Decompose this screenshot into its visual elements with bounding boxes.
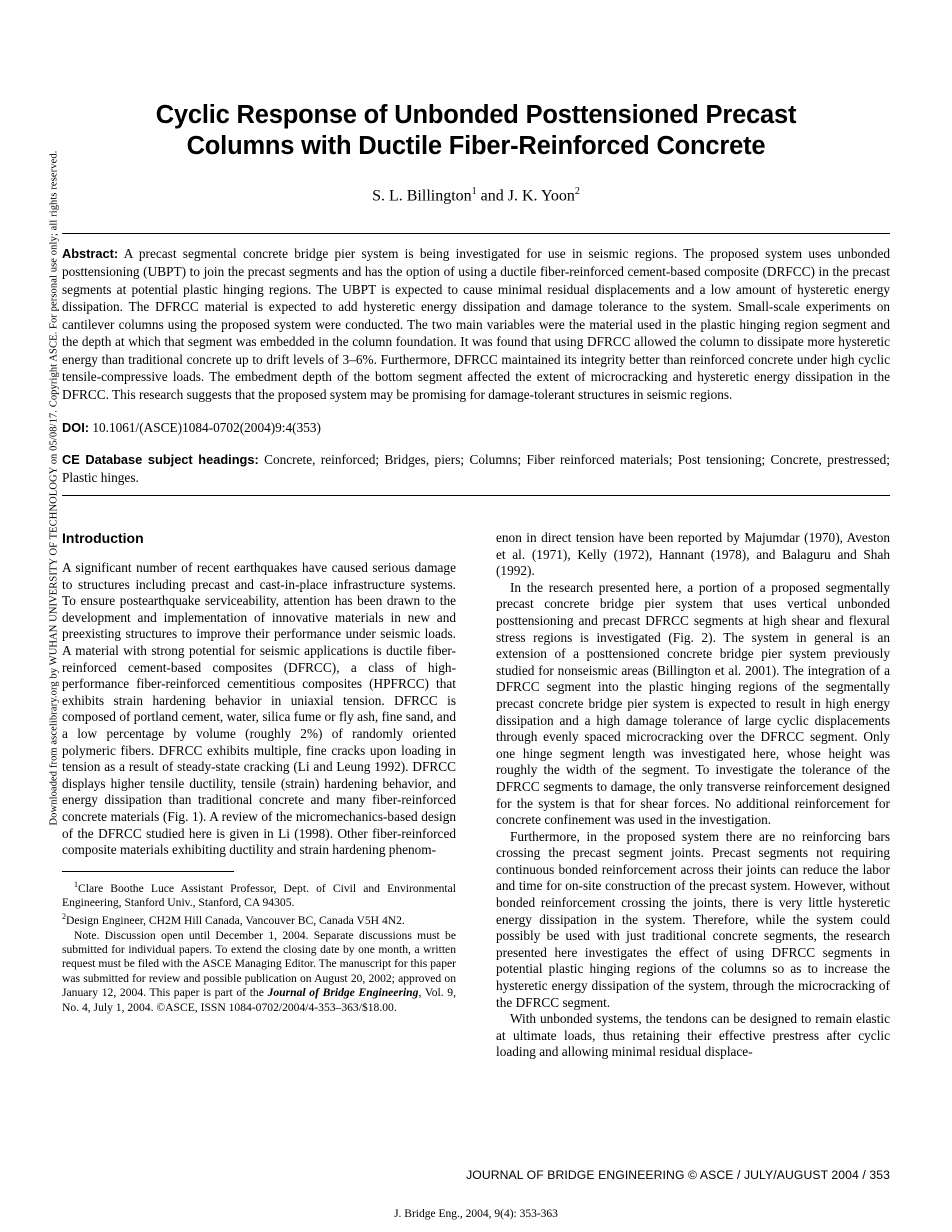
copyright-sidebar-note: Downloaded from ascelibrary.org by WUHAN UNIVERSITY OF TECHNOLOGY on 05/08/17. Copyright ASCE. For personal use only; all rights reserved. — [48, 150, 60, 826]
abstract-bottom-rule — [62, 495, 890, 496]
two-column-body — [62, 530, 890, 1220]
publication-note — [62, 929, 456, 1015]
journal-name: Journal of Bridge Engineering — [267, 986, 419, 1000]
author-line — [62, 162, 890, 205]
footnote-1 — [62, 878, 456, 911]
author-1: S. L. Billington — [372, 187, 472, 205]
footnote-1-text: Clare Boothe Luce Assistant Professor, Dept. of Civil and Environmental Engineering, Stanford Univ., Stanford, CA 94305. — [62, 881, 456, 909]
abstract-text: A precast segmental concrete bridge pier system is being investigated for use in seismic regions. The proposed system uses unbonded posttensioning (UBPT) to join the precast segments and has the option of using a ductile fiber-reinforced cement-based composite (DRFCC) in the precast segments at potential plastic hinging regions. The UBPT is expected to cause minimal residual displacements and a low amount of hysteretic energy dissipation. The DFRCC material is expected to add hysteretic energy dissipation and damage tolerance to the system. Small-scale experiments on cantilever columns using the proposed system were conducted. The two main variables were the material used in the plastic hinging region segment and the depth at which that segment was embedded in the column foundation. It was found that using DFRCC allowed the column to dissipate more hysteretic energy than traditional concrete up to drift levels of 3–6%. Furthermore, DFRCC maintained its integrity better than reinforced concrete under high cyclic tensile-compressive loads. The embedment depth of the bottom segment affected the extent of microcracking and hysteretic energy dissipation in the DFRCC. This research suggests that the proposed system may be promising for damage-tolerant structures in seismic regions. — [62, 246, 891, 403]
page-title — [62, 0, 890, 162]
publication-note-part-1: Note. Discussion open until December 1, 2004. Separate discussions must be submitted for individual papers. To extend the closing date by one month, a written request must be filed with the ASCE Managing Editor. The manuscript for this paper was submitted for review and possible publication on August 20, 2002; approved on January 12, 2004. This paper is part of the — [62, 928, 456, 1000]
footnote-2 — [62, 910, 456, 928]
abstract — [62, 234, 890, 403]
paragraph-right-4: With unbonded systems, the tendons can be designed to remain elastic at ultimate loads, thus retaining their effective prestress after cyclic loading and allowing minimal residual displace- — [496, 1011, 890, 1060]
publication-note-part-2: , Vol. 9, No. 4, July 1, 2004. ©ASCE, ISSN 1084-0702/2004/4-353–363/$18.00. — [62, 986, 456, 1014]
author-2-footnote-marker: 2 — [574, 186, 580, 197]
footnotes — [62, 872, 456, 1015]
keywords-label: CE Database subject headings: — [62, 452, 259, 468]
paragraph-intro-1: A significant number of recent earthquakes have caused serious damage to structures including precast and cast-in-place infrastructure systems. To ensure postearthquake serviceability, attention has been drawn to the development and implementation of innovative materials in new and preexisting structures to improve their performance under seismic loads. A material with strong potential for seismic applications is ductile fiber-reinforced cement-based composites (DFRCC), a class of high-performance fiber-reinforced cementitious composites (HPFRCC) that exhibits strain hardening behavior in uniaxial tension. DFRCC is composed of portland cement, water, silica fume or fly ash, fine sand, and a low percentage by volume (roughly 2%) of randomly oriented polymeric fibers. DFRCC exhibits multiple, fine cracks upon loading in tension as a result of steady-state cracking (Li and Leung 1992). DFRCC displays higher tensile ductility, tensile (strain) hardening behavior, and energy dissipation than traditional concrete and many fiber-reinforced concrete materials (Fig. 1). A review of the micromechanics-based design of the DFRCC studied here is given in Li (1998). Other fiber-reinforced composite materials exhibiting ductility and strain hardening phenom- — [62, 560, 456, 858]
doi-label: DOI: — [62, 419, 90, 435]
abstract-label: Abstract: — [62, 246, 119, 262]
doi-value[interactable]: 10.1061/(ASCE)1084-0702(2004)9:4(353) — [92, 419, 321, 435]
paragraph-right-1: enon in direct tension have been reported by Majumdar (1970), Aveston et al. (1971), Kelly (1972), Hannant (1978), and Balaguru and Shah (1992). — [496, 530, 890, 579]
title-line-1: Cyclic Response of Unbonded Posttensioned Precast — [155, 101, 797, 129]
article-content — [62, 0, 890, 1232]
footnote-2-text: Design Engineer, CH2M Hill Canada, Vancouver BC, Canada V5H 4N2. — [66, 914, 405, 928]
author-conjunction: and J. K. Yoon — [476, 187, 575, 205]
paragraph-right-3: Furthermore, in the proposed system there are no reinforcing bars crossing the precast segment joints. Precast segments not requiring continuous bonded reinforcement across their joints can reduce the labor and time for on-site construction of the precast system. However, without bonded reinforcement crossing the joints, there is very little hysteretic energy dissipation in the system. Therefore, while the system could possibly be used with just traditional concrete segments, the research presented here investigates the effect of using DFRCC segments in potential plastic hinging regions of the columns so as to increase the hysteretic energy dissipation of the system, through the microcracking of the DFRCC segment. — [496, 828, 890, 1010]
author-1-footnote-marker: 1 — [471, 186, 477, 197]
keywords-value: Concrete, reinforced; Bridges, piers; Columns; Fiber reinforced materials; Post tensioning; Concrete, prestressed; Plastic hinges. — [62, 452, 890, 485]
footnote-1-marker: 1 — [74, 879, 78, 889]
doi-line — [62, 404, 890, 437]
title-line-2: Columns with Ductile Fiber-Reinforced Concrete — [186, 132, 766, 160]
paragraph-right-2: In the research presented here, a portion of a proposed segmentally precast concrete bridge pier system that uses vertical unbonded posttensioning and precast DFRCC segments at high shear and flexural stress regions is investigated (Fig. 2). The system in general is an extension of a posttensioned concrete bridge pier system previously studied for nonseismic areas (Billington et al. 2001). The integration of a DFRCC segment into the plastic hinging regions of the segmentally precast concrete bridge pier system is expected to result in high energy dissipation and a high damage tolerance of large cyclic displacements through evenly spaced microcracking over the DFRCC segment. Only one hinge segment length was investigated here, whose height was roughly the width of the segment. To investigate the tolerance of the DFRCC segments to damage, the only transverse reinforcement designed for the system is that for shear forces. No additional reinforcement for concrete confinement was used in the investigation. — [496, 579, 890, 828]
running-footer: JOURNAL OF BRIDGE ENGINEERING © ASCE / JULY/AUGUST 2004 / 353 — [466, 1168, 890, 1182]
keywords-line — [62, 436, 890, 486]
section-heading-introduction: Introduction — [62, 530, 144, 546]
column-right — [496, 530, 890, 1061]
footnote-2-marker: 2 — [62, 912, 66, 922]
footer-citation: J. Bridge Eng., 2004, 9(4): 353-363 — [394, 1208, 558, 1220]
column-left — [62, 530, 456, 1015]
